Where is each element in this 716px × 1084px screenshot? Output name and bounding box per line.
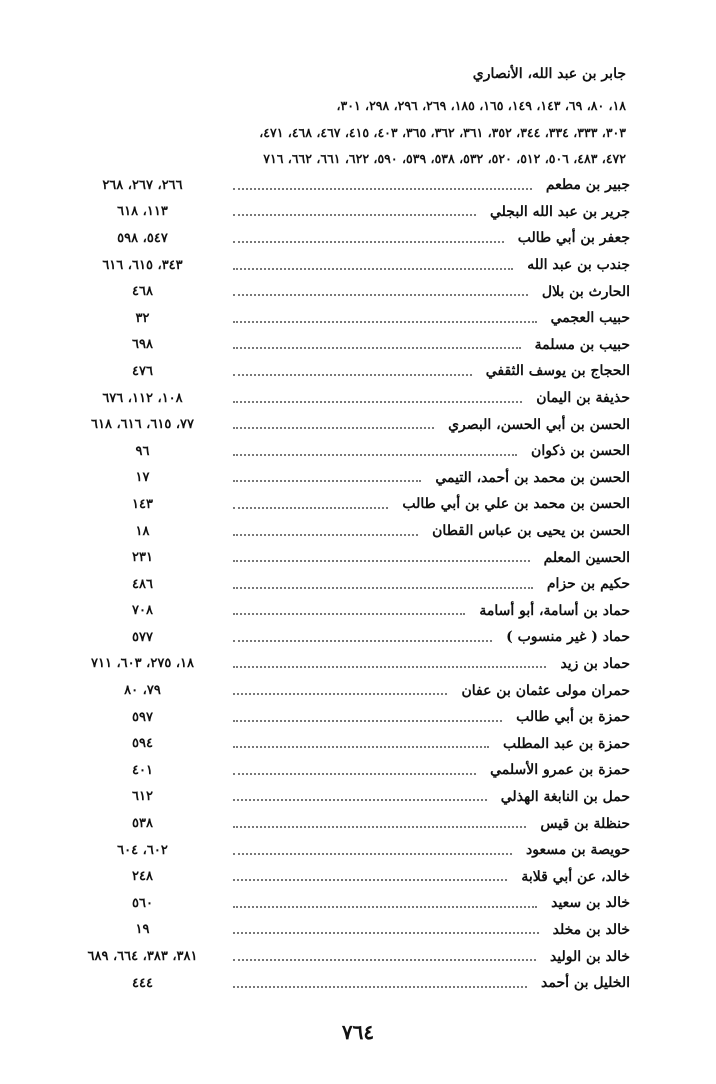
entry-name: حمل بن النابغة الهذلي xyxy=(500,788,630,805)
index-entry xyxy=(60,199,630,226)
index-entry xyxy=(60,438,630,465)
dot-leader xyxy=(233,559,530,562)
dot-leader xyxy=(233,187,532,190)
index-entry xyxy=(60,252,630,279)
entry-pages: ١١٣، ٦١٨ xyxy=(117,204,168,220)
index-entry xyxy=(60,385,630,412)
entry-pages: ١٠٨، ١١٢، ٦٧٦ xyxy=(102,390,183,406)
entry-name: حذيفة بن اليمان xyxy=(536,390,630,407)
entry-name: الحسن بن يحيى بن عباس القطان xyxy=(432,523,630,540)
index-entry xyxy=(60,863,630,890)
entry-name: الحارث بن بلال xyxy=(541,283,630,300)
dot-leader xyxy=(233,825,526,828)
entry-name: حماد بن أسامة، أبو أسامة xyxy=(479,602,630,619)
dot-leader xyxy=(233,213,476,216)
entry-name: حنظلة بن قيس xyxy=(540,815,630,832)
header-entry-name: جابر بن عبد الله، الأنصاري xyxy=(472,66,626,82)
dot-leader xyxy=(233,533,418,536)
dot-leader xyxy=(233,878,507,881)
entry-pages: ٩٦ xyxy=(135,443,150,459)
dot-leader xyxy=(233,293,528,296)
entry-name: خالد بن سعيد xyxy=(551,895,630,912)
entry-name: حمزة بن عبد المطلب xyxy=(502,735,630,752)
entry-name: الحجاج بن يوسف الثقفي xyxy=(485,363,630,380)
entry-pages: ٥٩٤ xyxy=(132,736,153,752)
entry-pages: ٥٦٠ xyxy=(132,895,153,911)
index-entry xyxy=(60,225,630,252)
entry-name: الحسن بن محمد بن أحمد، التيمي xyxy=(435,469,630,486)
entry-pages: ١٨ xyxy=(135,523,150,539)
index-entry xyxy=(60,730,630,757)
dot-leader xyxy=(233,426,434,429)
entry-pages: ١٩ xyxy=(135,922,150,938)
dot-leader xyxy=(233,320,537,323)
index-entry xyxy=(60,305,630,332)
entry-pages: ٤٤٤ xyxy=(132,975,153,991)
entry-name: الحسين المعلم xyxy=(543,549,630,566)
entry-pages: ٢٣١ xyxy=(132,550,153,566)
index-entry xyxy=(60,890,630,917)
entry-pages: ١٧ xyxy=(135,470,150,486)
entry-pages: ٧٩، ٨٠ xyxy=(124,683,161,699)
entry-name: الحسن بن ذكوان xyxy=(531,443,630,460)
entry-name: جبير بن مطعم xyxy=(545,177,630,194)
dot-leader xyxy=(233,586,533,589)
index-entry xyxy=(60,544,630,571)
index-entry xyxy=(60,677,630,704)
dot-leader xyxy=(233,852,512,855)
index-entry xyxy=(60,598,630,625)
entry-pages: ٤٨٦ xyxy=(132,576,153,592)
dot-leader xyxy=(233,506,388,509)
entry-name: خالد بن الوليد xyxy=(549,948,630,965)
entry-pages: ٥٤٧، ٥٩٨ xyxy=(117,230,168,246)
dot-leader xyxy=(233,958,536,961)
entry-name: جرير بن عبد الله البجلي xyxy=(490,203,630,220)
entry-pages: ١٤٣ xyxy=(132,496,153,512)
header-entry-pages-line: ١٨، ٨٠، ٦٩، ١٤٣، ١٤٩، ١٦٥، ١٨٥، ٢٦٩، ٢٩٦، ٢٩٨، ٣٠١، xyxy=(336,98,626,113)
entry-name: حكيم بن حزام xyxy=(546,576,630,593)
header-entry-pages-line: ٣٠٣، ٣٣٣، ٣٣٤، ٣٤٤، ٣٥٢، ٣٦١، ٣٦٢، ٣٦٥، ٤٠٣، ٤١٥، ٤٦٧، ٤٦٨، ٤٧١، xyxy=(259,125,626,140)
dot-leader xyxy=(233,373,472,376)
entry-pages: ٣٤٣، ٦١٥، ٦١٦ xyxy=(102,257,183,273)
index-entry xyxy=(60,332,630,359)
dot-leader xyxy=(233,931,539,934)
entry-pages: ٥٣٨ xyxy=(132,816,153,832)
index-entries-list xyxy=(60,172,630,996)
index-entry xyxy=(60,358,630,385)
dot-leader xyxy=(233,240,504,243)
dot-leader xyxy=(233,346,521,349)
index-entry xyxy=(60,784,630,811)
dot-leader xyxy=(233,479,421,482)
entry-pages: ٤٦٨ xyxy=(132,284,153,300)
dot-leader xyxy=(233,745,489,748)
dot-leader xyxy=(233,772,476,775)
dot-leader xyxy=(233,267,513,270)
entry-name: حويصة بن مسعود xyxy=(526,842,630,859)
entry-pages: ١٨، ٢٧٥، ٦٠٣، ٧١١ xyxy=(90,656,195,672)
index-entry xyxy=(60,491,630,518)
index-entry xyxy=(60,917,630,944)
entry-pages: ٦١٢ xyxy=(132,789,153,805)
dot-leader xyxy=(233,453,517,456)
entry-pages: ٤٧٦ xyxy=(132,363,153,379)
dot-leader xyxy=(233,400,522,403)
entry-pages: ٥٧٧ xyxy=(132,629,153,645)
index-entry xyxy=(60,704,630,731)
header-entry-pages-line: ٤٧٢، ٤٨٣، ٥٠٦، ٥١٢، ٥٢٠، ٥٣٢، ٥٣٨، ٥٣٩، ٥٩٠، ٦٢٢، ٦٦١، ٦٦٢، ٧١٦ xyxy=(263,151,626,166)
entry-pages: ٣٢ xyxy=(135,310,150,326)
dot-leader xyxy=(233,612,465,615)
dot-leader xyxy=(233,639,492,642)
index-entry xyxy=(60,970,630,997)
entry-pages: ٧٠٨ xyxy=(132,603,153,619)
entry-pages: ٤٠١ xyxy=(132,762,153,778)
index-entry xyxy=(60,411,630,438)
entry-pages: ٢٤٨ xyxy=(132,869,153,885)
entry-name: حبيب بن مسلمة xyxy=(534,336,630,353)
entry-name: خالد، عن أبي قلابة xyxy=(521,868,630,885)
entry-name: الخليل بن أحمد xyxy=(541,975,630,992)
index-entry xyxy=(60,172,630,199)
entry-name: حماد ( غير منسوب ) xyxy=(506,629,630,646)
entry-name: خالد بن مخلد xyxy=(552,921,630,938)
entry-name: حمزة بن عمرو الأسلمي xyxy=(490,762,630,779)
page-number: ٧٦٤ xyxy=(341,1020,375,1044)
index-entry xyxy=(60,651,630,678)
entry-name: حمزة بن أبي طالب xyxy=(516,709,630,726)
index-entry xyxy=(60,571,630,598)
dot-leader xyxy=(233,719,502,722)
dot-leader xyxy=(233,905,537,908)
index-entry xyxy=(60,837,630,864)
index-entry xyxy=(60,624,630,651)
entry-pages: ٥٩٧ xyxy=(132,709,153,725)
entry-pages: ٦٩٨ xyxy=(132,337,153,353)
index-entry xyxy=(60,278,630,305)
index-entry xyxy=(60,943,630,970)
entry-name: الحسن بن محمد بن علي بن أبي طالب xyxy=(402,496,630,513)
dot-leader xyxy=(233,692,447,695)
dot-leader xyxy=(233,985,527,988)
entry-pages: ٦٠٢، ٦٠٤ xyxy=(117,842,168,858)
entry-name: حماد بن زيد xyxy=(560,655,630,672)
dot-leader xyxy=(233,665,546,668)
entry-name: حبيب العجمي xyxy=(550,310,630,327)
entry-pages: ٧٧، ٦١٥، ٦١٦، ٦١٨ xyxy=(90,417,195,433)
index-entry xyxy=(60,518,630,545)
entry-name: الحسن بن أبي الحسن، البصري xyxy=(448,416,630,433)
entry-pages: ٣٨١، ٣٨٣، ٦٦٤، ٦٨٩ xyxy=(87,949,198,965)
entry-name: جندب بن عبد الله xyxy=(527,257,630,274)
index-entry xyxy=(60,465,630,492)
entry-pages: ٢٦٦، ٢٦٧، ٢٦٨ xyxy=(102,177,183,193)
index-entry xyxy=(60,810,630,837)
entry-name: جعفر بن أبي طالب xyxy=(517,230,630,247)
index-entry xyxy=(60,757,630,784)
dot-leader xyxy=(233,798,487,801)
entry-name: حمران مولى عثمان بن عفان xyxy=(461,682,630,699)
